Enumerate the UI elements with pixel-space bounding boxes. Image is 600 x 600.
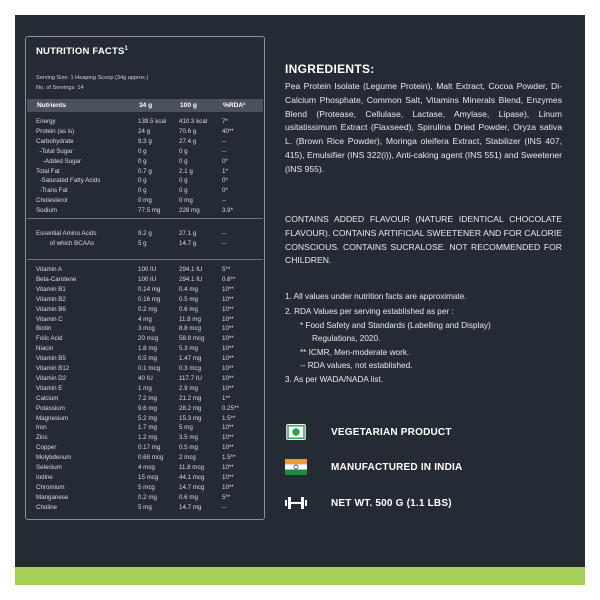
per-serving-value: 0.7 g [138,167,152,175]
nutrient-row [26,444,264,454]
nutrient-name: Magnesium [36,414,68,422]
nutrient-name: Biotin [36,325,52,333]
per-serving-value: 5 mcg [138,483,155,491]
nutrient-name: Iron [36,424,47,432]
india-flag-icon [285,459,307,475]
per-serving-value: 77.5 mg [138,207,161,215]
nutrient-row [26,355,264,365]
per-serving-value: 0.14 mg [138,285,161,293]
per-serving-value: 9.2 g [138,230,152,237]
per-100g-value: 44.1 mcg [179,473,205,481]
rda-value: 10** [222,483,234,491]
net-weight-label: NET WT. 500 G (1.1 LBS) [331,498,452,509]
nutrient-name: Iodine [36,473,53,481]
per-100g-value: 11.8 mcg [179,464,204,471]
nutrient-row [26,177,264,187]
rda-value: 3.9* [222,207,234,215]
ingredients-title: INGREDIENTS: [285,62,375,76]
per-100g-value: 70.6 g [179,127,197,135]
rda-value: 1** [222,394,231,402]
nutrient-row [26,266,264,276]
per-serving-value: 24 g [138,127,151,135]
nutrient-name: Vitamin B5 [36,355,66,363]
nutrient-row [26,504,264,514]
per-serving-value: 9.3 g [138,137,152,145]
rda-value: 1* [222,167,228,175]
rda-value: 10** [222,315,234,323]
header-34g: 34 g [139,102,153,109]
rda-value: 1.5** [222,414,236,422]
nutrition-facts-table [25,36,265,520]
nutrient-row [26,424,264,434]
nutrient-name: Energy [36,118,56,125]
nutrient-name: Cholesterol [36,197,68,205]
nutrition-title: NUTRITION FACTS$^1$ [36,46,129,58]
per-serving-value: 0.2 mg [138,493,157,501]
rda-value: 10** [222,384,234,392]
nutrient-name: Vitamin B2 [36,295,66,303]
note-item: -- RDA values, not established. [300,361,413,370]
nutrient-name: Protein (as is) [36,127,75,135]
nutrient-name: -Saturated Fatty Acids [36,177,101,185]
nutrient-name: Zinc [36,434,48,442]
nutrient-name: -Total Sugar [36,147,73,155]
nutrient-row [26,335,264,345]
nutrient-row [26,494,264,504]
rda-value: 10** [222,365,234,372]
rda-value: 10** [222,424,234,432]
nutrient-name: Choline [36,503,57,511]
rda-value: -- [222,230,227,237]
rda-value: 5** [222,266,231,273]
per-serving-value: 0 mg [138,197,152,205]
per-serving-value: 0.68 mcg [138,454,164,462]
per-serving-value: 0.17 mg [138,444,161,452]
nutrient-name: Vitamin B1 [36,285,66,293]
nutrient-name: Carbohydrate [36,137,74,145]
per-100g-value: 5.3 mg [179,345,198,353]
nutrient-row [26,454,264,464]
per-serving-value: 0.16 mg [138,295,161,303]
made-in-india-label: MANUFACTURED IN INDIA [331,462,463,473]
note-item: Regulations, 2020. [312,334,381,343]
nutrient-row [26,484,264,494]
per-serving-value: 1 mg [138,384,152,392]
per-100g-value: 0.6 mg [179,493,198,501]
per-100g-value: 14.7 mcg [179,483,205,491]
nutrient-row [26,148,264,158]
rda-value: 10** [222,295,234,303]
nutrient-name: Vitamin B12 [36,365,70,372]
per-100g-value: 294.1 IU [179,266,203,273]
rda-value: 1.5** [222,454,236,462]
rda-value: 10** [222,345,234,353]
nutrient-name: Manganese [36,493,69,501]
per-100g-value: 410.3 kcal [179,118,208,125]
per-serving-value: 5 mg [138,503,152,511]
per-serving-value: 5.2 mg [138,414,157,422]
rda-value: 0* [222,177,228,185]
per-serving-value: 0.5 mg [138,355,157,363]
per-100g-value: 14.7 g [179,240,197,247]
per-serving-value: 0 g [138,177,147,185]
nutrient-row [26,168,264,178]
per-serving-value: 4 mg [138,315,152,323]
note-item: ** ICMR, Men-moderate work. [300,348,410,357]
per-serving-value: 40 IU [138,374,153,382]
note-item: 2. RDA Values per serving established as per : [285,307,454,316]
per-100g-value: 27.4 g [179,137,197,145]
nutrient-row [26,405,264,415]
per-100g-value: 2 mcg [179,454,196,462]
rda-value: 10** [222,335,234,343]
nutrient-row [26,276,264,286]
nutrient-name: Calcium [36,394,59,402]
accent-bar [15,567,585,585]
per-serving-value: 0.2 mg [138,305,157,313]
per-100g-value: 0 g [179,177,188,185]
per-100g-value: 3.5 mg [179,434,198,442]
rda-value: 10** [222,285,234,293]
per-serving-value: 0 g [138,187,147,195]
per-100g-value: 117.7 IU [179,374,202,382]
per-100g-value: 0.3 mcg [179,365,202,372]
nutrient-row [26,286,264,296]
rda-value: -- [222,240,227,247]
vegetarian-label: VEGETARIAN PRODUCT [331,427,452,438]
per-100g-value: 5 mg [179,424,193,432]
nutrient-row [26,474,264,484]
per-100g-value: 1.47 mg [179,355,202,363]
nutrient-row [26,128,264,138]
rda-value: 10** [222,473,234,481]
rda-value: 0.6** [222,275,236,283]
per-100g-value: 2.9 mg [179,384,198,392]
per-serving-value: 100 IU [138,275,157,283]
serving-size: Serving Size: 1 Heaping Scoop (34g approx.) [36,75,149,81]
per-100g-value: 294.1 IU [179,275,203,283]
rda-value: -- [222,503,227,511]
per-100g-value: 0 mg [179,197,193,205]
rda-value: -- [222,147,227,155]
rda-value: 10** [222,444,234,452]
nutrient-row [26,415,264,425]
per-100g-value: 11.8 mg [179,315,201,323]
nutrient-name: Beta-Carotene [36,275,77,283]
nutrient-name: Folic Acid [36,335,63,343]
nutrient-row [26,365,264,375]
header-100g: 100 g [180,102,197,109]
nutrient-row [26,306,264,316]
rda-value: 40** [222,127,234,135]
nutrient-row [26,345,264,355]
nutrient-row [26,138,264,148]
per-100g-value: 0 g [179,187,188,195]
per-100g-value: 0.5 mg [179,444,198,452]
per-100g-value: 15.3 mg [179,414,202,422]
per-100g-value: 14.7 mg [179,503,202,511]
header-rda: %RDA² [223,102,246,109]
per-serving-value: 20 mcg [138,335,159,343]
nutrient-name: Chromium [36,483,65,491]
nutrient-name: Vitamin C [36,315,63,323]
per-100g-value: 58.8 mcg [179,335,205,343]
per-serving-value: 0 g [138,157,147,165]
per-serving-value: 1.7 mg [138,424,157,432]
rda-value: -- [222,197,227,205]
per-100g-value: 0.6 mg [179,305,198,313]
dumbbell-icon [285,495,307,511]
nutrient-row [26,385,264,395]
rda-value: 10** [222,325,234,333]
rda-value: 10** [222,374,234,382]
allergen-statement: CONTAINS ADDED FLAVOUR (NATURE IDENTICAL CHOCOLATE FLAVOUR). CONTAINS ARTIFICIAL SWEETENER AND FOR CALORIE CONSCIOUS. CONTAINS SUCRALOSE. NOT RECOMMENDED FOR CHILDREN. [285,214,562,266]
per-serving-value: 7.2 mg [138,394,157,402]
servings-count: No. of Servings: 14 [36,85,84,91]
nutrient-row [26,230,264,240]
nutrient-name: Total Fat [36,167,60,175]
nutrient-row [26,464,264,474]
nutrient-name: Niacin [36,345,54,353]
note-item: 1. All values under nutrition facts are approximate. [285,292,467,301]
per-serving-value: 0.1 mcg [138,365,161,372]
per-100g-value: 228 mg [179,207,200,215]
nutrient-row [26,118,264,128]
nutrient-row [26,316,264,326]
rda-value: 0.25** [222,404,239,412]
rda-value: 10** [222,355,234,363]
rda-value: 10** [222,434,234,442]
nutrient-name: -Trans Fat [36,187,68,195]
rda-value: 7* [222,118,228,125]
per-serving-value: 1.2 mg [138,434,157,442]
divider [27,218,263,219]
rda-value: 0* [222,187,228,195]
nutrient-row [26,434,264,444]
per-100g-value: 8.8 mcg [179,325,202,333]
per-100g-value: 0 g [179,147,188,155]
table-header [27,99,263,112]
nutrient-name: Selenium [36,464,62,471]
vegetarian-icon [285,424,307,440]
per-100g-value: 21.2 mg [179,394,202,402]
header-nutrients: Nutrients [37,102,66,109]
per-100g-value: 0.4 mg [179,285,198,293]
nutrient-row [26,375,264,385]
nutrient-name: Vitamin E [36,384,63,392]
rda-value: -- [222,137,227,145]
nutrient-name: Essential Amino Acids [36,230,97,237]
per-100g-value: 28.2 mg [179,404,202,412]
rda-value: 5** [222,493,231,501]
per-serving-value: 1.8 mg [138,345,157,353]
nutrient-row [26,296,264,306]
ingredients-text: Pea Protein Isolate (Legume Protein), Malt Extract, Cocoa Powder, Di-Calcium Phosphate, Common Salt, Vitamins Minerals Blend, Enzymes Blend (Protease, Cellulase, Lactase, Amylase, Lipase), Linum usitatissimum Extract (Flaxseed), Spirulina Dried Powder, Oryza sativa L. (Brown Rice Powder), Moringa oleifera Extract, Stabilizer (INS 407, 415), Emulsifier (INS 322(i)), Anti-caking agent (INS 551) and Sweetener (INS 955). [285,81,562,174]
nutrient-row [26,197,264,207]
nutrient-name: Vitamin D2 [36,374,67,382]
per-serving-value: 5 g [138,240,147,247]
divider [27,259,263,260]
per-serving-value: 139.5 kcal [138,118,167,125]
per-100g-value: 2.1 g [179,167,193,175]
nutrient-row [26,325,264,335]
rda-value: 10** [222,305,234,313]
per-serving-value: 100 IU [138,266,157,273]
nutrient-row [26,187,264,197]
nutrient-row [26,207,264,217]
per-100g-value: 27.1 g [179,230,197,237]
per-100g-value: 0.5 mg [179,295,198,303]
nutrient-name: Sodium [36,207,57,215]
note-item: 3. As per WADA/NADA list. [285,375,383,384]
note-item: * Food Safety and Standards (Labelling and Display) [300,321,491,330]
nutrient-row [26,240,264,250]
per-100g-value: 0 g [179,157,188,165]
nutrient-name: of which BCAAs [36,240,95,247]
per-serving-value: 0 g [138,147,147,155]
nutrient-name: Molybdenum [36,454,72,462]
rda-value: 0* [222,157,228,165]
nutrient-name: -Added Sugar [36,157,82,165]
nutrient-name: Copper [36,444,57,452]
nutrient-name: Vitamin A [36,266,63,273]
per-serving-value: 4 mcg [138,464,155,471]
nutrient-name: Potassium [36,404,65,412]
nutrient-row [26,158,264,168]
per-serving-value: 3 mcg [138,325,155,333]
per-serving-value: 9.6 mg [138,404,157,412]
nutrient-row [26,395,264,405]
nutrient-name: Vitamin B6 [36,305,66,313]
per-serving-value: 15 mcg [138,473,159,481]
rda-value: 10** [222,464,234,471]
